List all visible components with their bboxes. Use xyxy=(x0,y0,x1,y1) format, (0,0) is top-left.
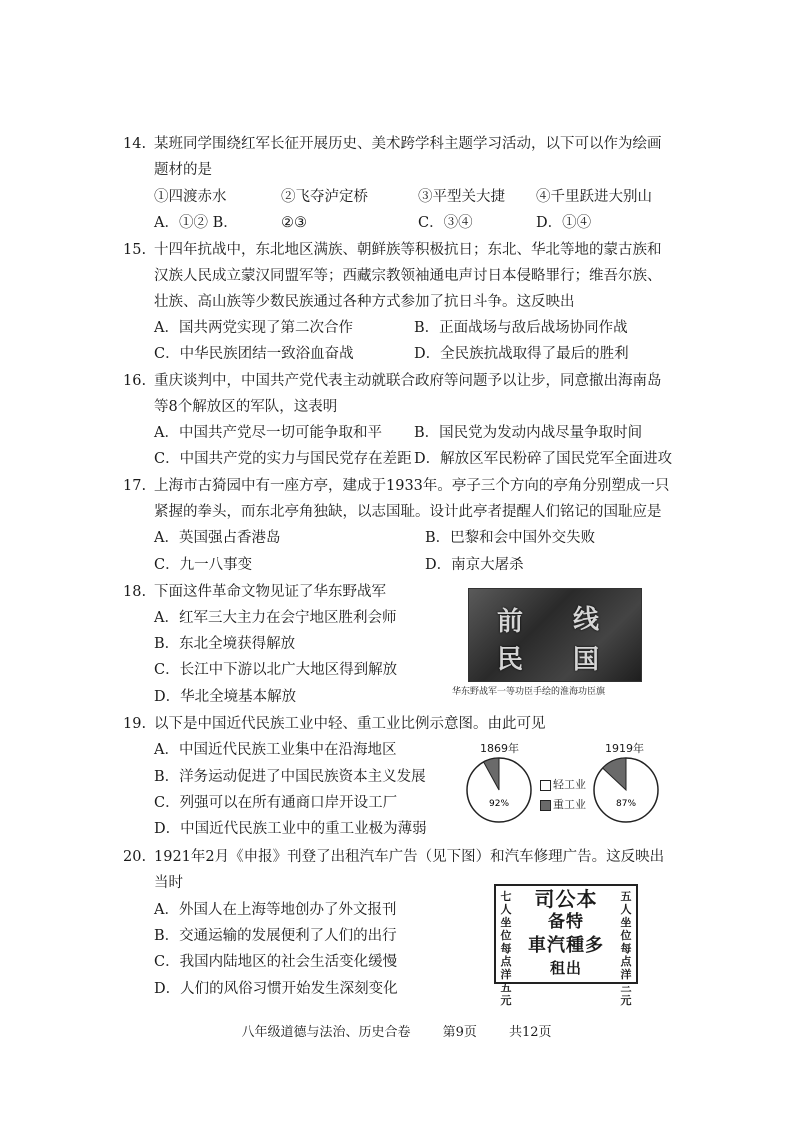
q16-option-c: C．中国共产党的实力与国民党存在差距 xyxy=(154,451,412,467)
ad-row-4: 租出 xyxy=(549,959,582,977)
q14-stem-line1: 某班同学围绕红军长征开展历史、美术跨学科主题学习活动，以下可以作为绘画 xyxy=(154,136,662,152)
legend-light xyxy=(540,776,586,792)
q14-option-b: ②③ xyxy=(281,215,307,231)
q19-stem-line1: 以下是中国近代民族工业中轻、重工业比例示意图。由此可见 xyxy=(154,716,546,732)
ad-row-3: 車汽種多 xyxy=(528,935,604,956)
photo-char-1: 前 xyxy=(497,607,524,637)
q14-item-4: ④千里跃进大别山 xyxy=(536,189,652,205)
page-footer xyxy=(0,1021,793,1040)
q19-option-d: D．中国近代民族工业中的重工业极为薄弱 xyxy=(154,821,427,837)
ad-center xyxy=(518,888,614,980)
q20-stem-line1: 1921年2月《申报》刊登了出租汽车广告（见下图）和汽车修理广告。这反映出 xyxy=(154,849,665,865)
photo-char-4: 国 xyxy=(573,645,600,675)
q16-stem-line1: 重庆谈判中，中国共产党代表主动就联合政府等问题予以让步，同意撤出海南岛 xyxy=(154,373,662,389)
q16-option-a: A．中国共产党尽一切可能争取和平 xyxy=(154,425,382,441)
q14-option-d: D．①④ xyxy=(536,215,592,231)
q20-option-d: D．人们的风俗习惯开始发生深刻变化 xyxy=(154,981,398,997)
footer-total: 共12页 xyxy=(509,1025,552,1040)
q16-option-b: B．国民党为发动内战尽量争取时间 xyxy=(414,425,643,441)
q15-option-c: C．中华民族团结一致浴血奋战 xyxy=(154,346,354,362)
q18-number: 18. xyxy=(123,584,147,600)
q16-stem-line2: 等8个解放区的军队，这表明 xyxy=(154,399,338,415)
pie1-percent: 92% xyxy=(489,799,510,809)
ad-row-2: 备特 xyxy=(548,912,584,932)
q17-stem-line2: 紧握的拳头，而东北亭角独缺，以志国耻。设计此亭者提醒人们铭记的国耻应是 xyxy=(154,504,662,520)
q19-option-a: A．中国近代民族工业集中在沿海地区 xyxy=(154,742,397,758)
q14-option-a: A．①② B． xyxy=(154,215,238,231)
q20-stem-line2: 当时 xyxy=(154,875,183,891)
q17-stem-line1: 上海市古猗园中有一座方亭，建成于1933年。亭子三个方向的亭角分别塑成一只 xyxy=(154,478,670,494)
q14-stem-line2: 题材的是 xyxy=(154,162,212,178)
q19-option-b: B．洋务运动促进了中国民族资本主义发展 xyxy=(154,769,426,785)
q15-number: 15. xyxy=(123,242,147,258)
footer-page: 第9页 xyxy=(442,1025,477,1040)
q19-option-c: C．列强可以在所有通商口岸开设工厂 xyxy=(154,795,398,811)
ad-left-column: 七人坐位每点洋五元 xyxy=(500,890,512,1007)
ad-right-column: 五人坐位每点洋三元 xyxy=(620,890,632,1007)
q16-option-d: D．解放区军民粉碎了国民党军全面进攻 xyxy=(414,451,673,467)
pie1-year: 1869年 xyxy=(480,742,519,755)
q14-number: 14. xyxy=(123,136,147,152)
q18-stem-line1: 下面这件革命文物见证了华东野战军 xyxy=(154,584,386,600)
q18-option-a: A．红军三大主力在会宁地区胜利会师 xyxy=(154,610,397,626)
legend-heavy-label: 重工业 xyxy=(553,798,586,811)
q18-option-d: D．华北全境基本解放 xyxy=(154,689,297,705)
q20-option-b: B．交通运输的发展便利了人们的出行 xyxy=(154,928,397,944)
legend-heavy-swatch xyxy=(540,800,551,811)
q17-number: 17. xyxy=(123,478,147,494)
q15-option-d: D．全民族抗战取得了最后的胜利 xyxy=(414,346,629,362)
q16-number: 16. xyxy=(123,373,147,389)
q14-option-c: C．③④ xyxy=(418,215,473,231)
pie2-percent: 87% xyxy=(616,799,637,809)
q19-number: 19. xyxy=(123,716,147,732)
pie2-year: 1919年 xyxy=(605,742,644,755)
q14-item-3: ③平型关大捷 xyxy=(418,189,505,205)
pie-chart-1919 xyxy=(592,756,660,824)
q15-option-b: B．正面战场与敌后战场协同作战 xyxy=(414,320,628,336)
q18-option-c: C．长江中下游以北广大地区得到解放 xyxy=(154,662,398,678)
q17-option-a: A．英国强占香港岛 xyxy=(154,530,281,546)
q20-number: 20. xyxy=(123,849,147,865)
photo-char-3: 民 xyxy=(497,645,524,675)
q17-option-d: D．南京大屠杀 xyxy=(425,557,524,573)
taxi-advertisement xyxy=(494,884,638,1007)
merit-flag-photo xyxy=(468,588,642,682)
q15-stem-line3: 壮族、高山族等少数民族通过各种方式参加了抗日斗争。这反映出 xyxy=(154,294,575,310)
legend-heavy xyxy=(540,796,586,812)
photo-caption: 华东野战军一等功臣手绘的淮海功臣旗 xyxy=(452,687,606,697)
footer-title: 八年级道德与法治、历史合卷 xyxy=(241,1025,411,1040)
legend-light-label: 轻工业 xyxy=(553,778,586,791)
q15-stem-line1: 十四年抗战中，东北地区满族、朝鲜族等积极抗日；东北、华北等地的蒙古族和 xyxy=(154,242,662,258)
q20-option-c: C．我国内陆地区的社会生活变化缓慢 xyxy=(154,954,398,970)
ad-row-1: 司公本 xyxy=(534,887,598,911)
q20-option-a: A．外国人在上海等地创办了外文报刊 xyxy=(154,902,397,918)
q17-option-c: C．九一八事变 xyxy=(154,557,253,573)
q14-item-2: ②飞夺泸定桥 xyxy=(281,189,368,205)
q15-stem-line2: 汉族人民成立蒙汉同盟军等；西藏宗教领袖通电声讨日本侵略罪行；维吾尔族、 xyxy=(154,268,662,284)
q14-item-1: ①四渡赤水 xyxy=(154,189,227,205)
q17-option-b: B．巴黎和会中国外交失败 xyxy=(425,530,596,546)
legend-light-swatch xyxy=(540,780,551,791)
q18-option-b: B．东北全境获得解放 xyxy=(154,636,296,652)
pie-chart-1869 xyxy=(465,756,533,824)
q15-option-a: A．国共两党实现了第二次合作 xyxy=(154,320,353,336)
photo-char-2: 线 xyxy=(573,605,600,635)
